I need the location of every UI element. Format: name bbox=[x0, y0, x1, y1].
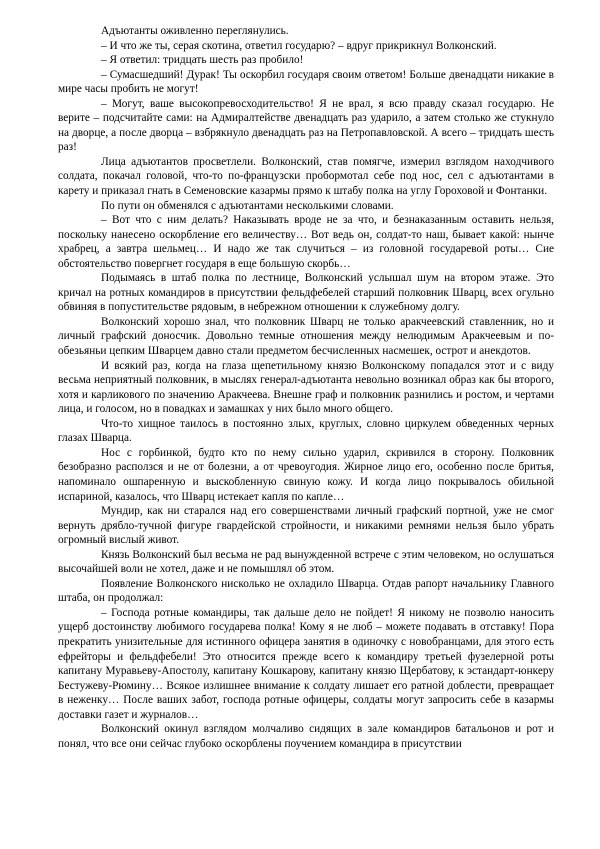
paragraph: Волконский хорошо знал, что полковник Шварц не только аракчеевский ставленник, но и личный графский доносчик. Довольно темные отношения между нелюдимым Аракчеевым и по-обезьяньи цепким Шварцем давно стали предметом бесчисленных насмешек, острот и анекдотов. bbox=[58, 315, 554, 358]
paragraph: Мундир, как ни старался над его совершенствами личный графский портной, уже не смог вернуть дрябло-тучной фигуре гвардейской стройности, и никакими ремнями нельзя было убрать огромный вислый живот. bbox=[58, 505, 554, 547]
body-text bbox=[58, 24, 554, 751]
paragraph: Волконский окинул взглядом молчаливо сидящих в зале командиров батальонов и рот и понял, что все они сейчас глубоко оскорблены поучением командира в присутствии bbox=[58, 723, 554, 750]
paragraph: – Могут, ваше высокопревосходительство! Я не врал, я всю правду сказал государю. Не верите – подсчитайте сами: на Адмиралтействе двенадцать раз ударило, а затем столько же стукнуло на дворце, а после дворца – взбрякнуло двенадцать раз на Петропавловской. А всего – тридцать шесть раз! bbox=[58, 97, 554, 154]
paragraph: Лица адъютантов просветлели. Волконский, став помягче, измерил взглядом находчивого солдата, покачал головой, что-то по-французски пробормотал себе под нос, сел с адъютантами в карету и приказал гнать в Семеновские казармы прямо к штабу полка на углу Гороховой и Фонтанки. bbox=[58, 155, 554, 198]
paragraph: И всякий раз, когда на глаза щепетильному князю Волконскому попадался этот и с виду весьма неприятный полковник, в мыслях генерал-адъютанта невольно возникал образ как бы второго, хотя и карликового по значению Аракчеева. Внешне граф и полковник разнились и ростом, и чертами лица, и голосом, но в повадках и замашках у них было много общего. bbox=[58, 359, 554, 416]
paragraph: Подымаясь в штаб полка по лестнице, Волконский услышал шум на втором этаже. Это кричал на ротных командиров в присутствии фельдфебелей старший полковник Шварц, всех огульно обвиняя в попустительстве рядовым, в небрежном отношении к служебному долгу. bbox=[58, 272, 554, 314]
paragraph: Появление Волконского нисколько не охладило Шварца. Отдав рапорт начальнику Главного штаба, он продолжал: bbox=[58, 577, 554, 605]
paragraph: – Господа ротные командиры, так дальше дело не пойдет! Я никому не позволю наносить ущерб достоинству любимого государева полка! Кому я не люб – можете подавать в отставку! Пора прекратить унизительные для истинного офицера занятия в одиночку с новобранцами, для этого есть ефрейторы и фельдфебели! Это относится прежде всего к командиру третьей фузелерной роты капитану Муравьеву-Апостолу, капитану Кошкарову, капитану князю Щербатову, к эстандарт-юнкеру Бестужеву-Рюмину… Всякое излишнее внимание к солдату лишает его ратной доблести, превращает в неженку… После ваших забот, господа ротные офицеры, солдаты могут запросить себе в казармы доставки газет и журналов… bbox=[58, 606, 554, 721]
paragraph: – Я ответил: тридцать шесть раз пробило! bbox=[101, 54, 304, 67]
paragraph: Князь Волконский был весьма не рад вынужденной встрече с этим человеком, но ослушаться высочайшей воли не хотел, даже и не помышлял об этом. bbox=[58, 548, 554, 576]
paragraph: – Вот что с ним делать? Наказывать вроде не за что, и безнаказанным оставить нельзя, поскольку нанесено оскорбление его величеству… Вот ведь он, солдат-то наш, бывает какой: нынче храбрец, а завтра шельмец… И надо же так случиться – из головной государевой роты… Сие обстоятельство повергнет государя в еще большую скорбь… bbox=[58, 214, 554, 270]
paragraph: – И что же ты, серая скотина, ответил государю? – вдруг прикрикнул Волконский. bbox=[101, 39, 497, 52]
paragraph: Нос с горбинкой, будто кто по нему сильно ударил, скривился в сторону. Полковник безобразно расползся и не от болезни, а от чревоугодия. Жирное лицо его, особенно после бритья, напоминало ошпаренную и выскобленную свиную кожу. И когда лицо покрывалось обильной испариной, казалось, что Шварц истекает капля по капле… bbox=[58, 446, 554, 503]
paragraph: По пути он обменялся с адъютантами несколькими словами. bbox=[101, 199, 394, 212]
paragraph: Что-то хищное таилось в постоянно злых, круглых, словно циркулем обведенных черных глазах Шварца. bbox=[58, 417, 554, 445]
paragraph: – Сумасшедший! Дурак! Ты оскорбил государя своим ответом! Больше двенадцати никакие в мире часы пробить не могут! bbox=[58, 68, 554, 96]
paragraph: Адъютанты оживленно переглянулись. bbox=[101, 25, 289, 37]
